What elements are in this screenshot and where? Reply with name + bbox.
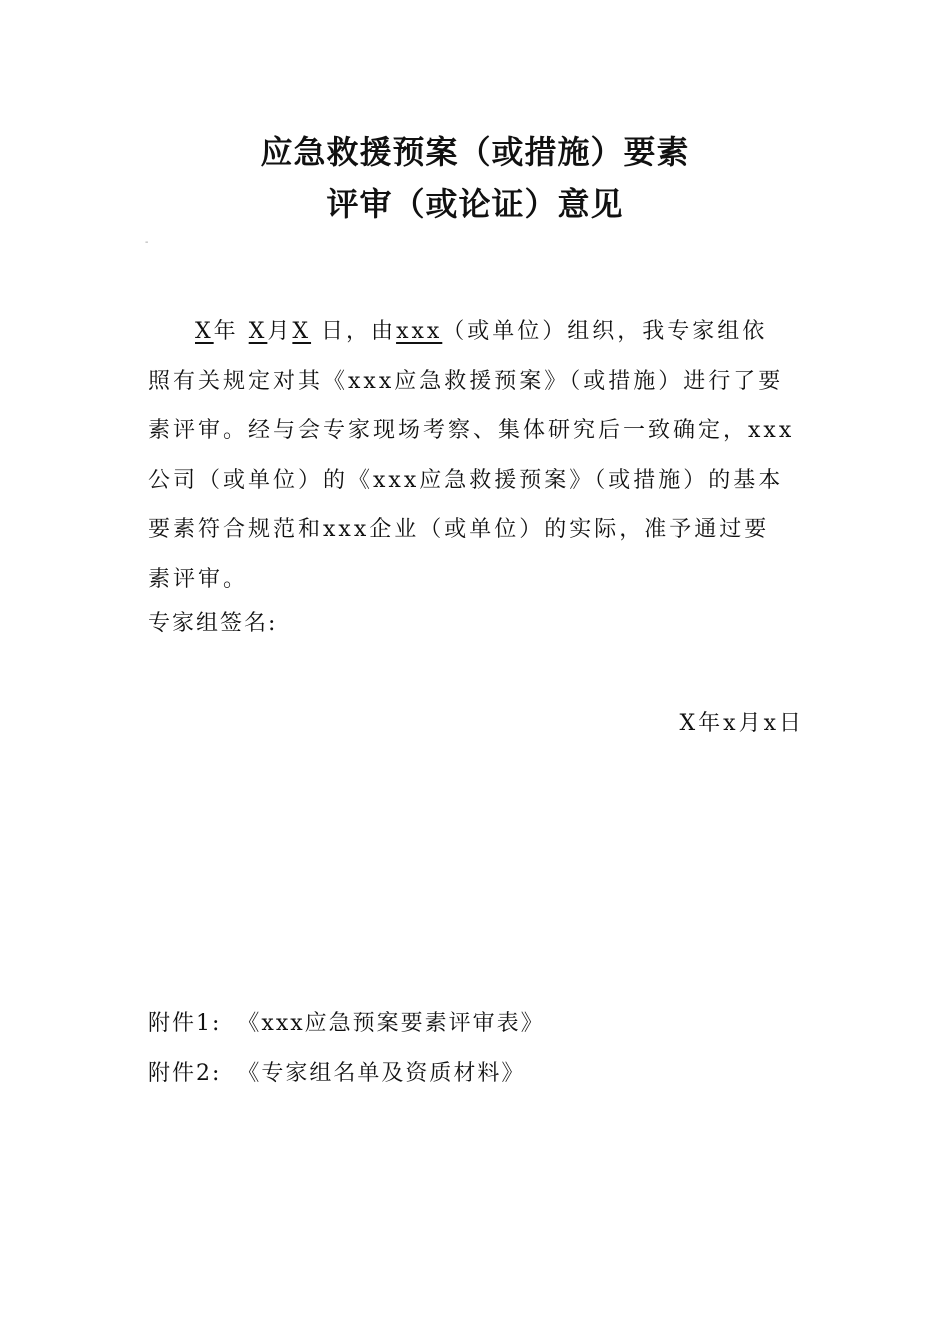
document-title-line-2: 评审（或论证）意见 — [326, 185, 624, 223]
document-title-line-1: 应急救援预案（或措施）要素 — [260, 133, 690, 171]
year-char: 年 — [213, 319, 239, 344]
line1-rest: （或单位）组织，我专家组依 — [442, 319, 768, 344]
attachment-1 — [148, 1004, 545, 1044]
day-char: 日，由 — [321, 319, 397, 344]
date-year: X — [195, 319, 214, 344]
opinion-paragraph — [148, 307, 808, 604]
paragraph-line-3: 素评审。经与会专家现场考察、集体研究后一致确定，xxx — [148, 418, 795, 443]
paragraph-line-1 — [148, 307, 808, 357]
month-char: 月 — [267, 319, 293, 344]
date-month: X — [248, 319, 268, 344]
attachment-2 — [148, 1054, 525, 1094]
signature-label: 专家组签名: — [148, 611, 278, 636]
paragraph-line-2: 照有关规定对其《xxx应急救援预案》（或措施）进行了要 — [148, 368, 784, 394]
organizer: xxx — [396, 319, 443, 344]
stray-mark: - — [145, 237, 149, 248]
paragraph-line-4: 公司（或单位）的《xxx应急救援预案》（或措施）的基本 — [148, 467, 784, 493]
attachment-2-name: 《专家组名单及资质材料》 — [237, 1061, 526, 1086]
attachment-1-label: 附件1: — [148, 1011, 222, 1036]
attachment-1-name: 《xxx应急预案要素评审表》 — [237, 1011, 545, 1036]
signature-date: X年x月x日 — [679, 711, 804, 736]
attachment-2-label: 附件2: — [148, 1061, 222, 1086]
paragraph-line-5: 要素符合规范和xxx企业（或单位）的实际，准予通过要 — [148, 517, 770, 542]
paragraph-line-6: 素评审。 — [148, 566, 249, 592]
date-day: X — [292, 319, 312, 344]
